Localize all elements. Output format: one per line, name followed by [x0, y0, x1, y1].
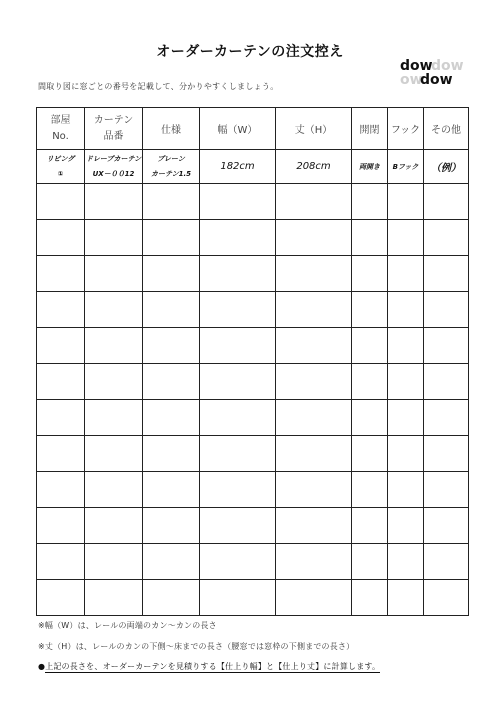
entry-row — [37, 220, 469, 256]
entry-cell — [143, 292, 200, 328]
entry-cell — [424, 544, 469, 580]
entry-cell — [388, 220, 424, 256]
entry-cell — [143, 328, 200, 364]
entry-cell — [276, 328, 352, 364]
entry-cell — [352, 436, 388, 472]
entry-cell — [276, 220, 352, 256]
entry-cell — [352, 184, 388, 220]
entry-cell — [276, 184, 352, 220]
header-open: 開閉 — [352, 108, 388, 150]
entry-cell — [200, 184, 276, 220]
entry-cell — [352, 292, 388, 328]
entry-cell — [37, 436, 85, 472]
entry-cell — [85, 508, 143, 544]
entry-cell — [143, 220, 200, 256]
entry-cell — [276, 508, 352, 544]
entry-cell — [200, 508, 276, 544]
entry-cell — [85, 400, 143, 436]
entry-cell — [276, 472, 352, 508]
entry-cell — [424, 328, 469, 364]
entry-cell — [424, 292, 469, 328]
entry-cell — [85, 580, 143, 616]
entry-cell — [200, 328, 276, 364]
entry-cell — [388, 292, 424, 328]
header-width: 幅（W） — [200, 108, 276, 150]
entry-row — [37, 472, 469, 508]
header-spec: 仕様 — [143, 108, 200, 150]
example-room: リビング ① — [37, 150, 85, 184]
entry-cell — [352, 328, 388, 364]
entry-cell — [276, 292, 352, 328]
example-height: 208cm — [276, 150, 352, 184]
entry-row — [37, 436, 469, 472]
entry-cell — [388, 544, 424, 580]
entry-cell — [37, 508, 85, 544]
note-calc — [38, 661, 380, 672]
entry-cell — [276, 256, 352, 292]
entry-cell — [388, 256, 424, 292]
entry-cell — [85, 472, 143, 508]
intro-text: 間取り図に窓ごとの番号を記載して、分かりやすくしましょう。 — [38, 82, 279, 91]
example-width: 182cm — [200, 150, 276, 184]
entry-cell — [85, 364, 143, 400]
header-hook: フック — [388, 108, 424, 150]
entry-cell — [352, 400, 388, 436]
entry-cell — [388, 364, 424, 400]
entry-cell — [143, 256, 200, 292]
entry-cell — [200, 544, 276, 580]
entry-cell — [352, 580, 388, 616]
entry-row — [37, 256, 469, 292]
entry-cell — [85, 544, 143, 580]
header-height: 丈（H） — [276, 108, 352, 150]
entry-cell — [143, 508, 200, 544]
entry-cell — [276, 364, 352, 400]
entry-cell — [37, 400, 85, 436]
entry-cell — [276, 436, 352, 472]
entry-cell — [200, 436, 276, 472]
note-calc-text: 上記の長さを、オーダーカーテンを見積りする【仕上り幅】と【仕上り丈】に計算します。 — [45, 662, 381, 671]
example-row — [37, 150, 469, 184]
entry-cell — [276, 580, 352, 616]
entry-cell — [424, 364, 469, 400]
page-title: オーダーカーテンの注文控え — [156, 44, 344, 60]
entry-cell — [424, 256, 469, 292]
entry-cell — [352, 220, 388, 256]
entry-cell — [276, 544, 352, 580]
bullet: ● — [38, 662, 46, 671]
entry-row — [37, 580, 469, 616]
entry-cell — [143, 436, 200, 472]
entry-cell — [424, 436, 469, 472]
entry-cell — [85, 184, 143, 220]
entry-cell — [37, 580, 85, 616]
entry-cell — [352, 508, 388, 544]
entry-cell — [143, 580, 200, 616]
entry-row — [37, 184, 469, 220]
example-hook: Bフック — [388, 150, 424, 184]
entry-cell — [85, 292, 143, 328]
entry-cell — [143, 544, 200, 580]
logo-line1: dow — [400, 58, 433, 74]
entry-cell — [388, 472, 424, 508]
entry-row — [37, 328, 469, 364]
entry-row — [37, 364, 469, 400]
entry-cell — [424, 400, 469, 436]
entry-cell — [276, 400, 352, 436]
entry-cell — [200, 256, 276, 292]
logo-line1-ghost: dow — [431, 58, 464, 74]
entry-cell — [37, 544, 85, 580]
note-height: ※丈（H）は、レールのカンの下側～床までの長さ（腰窓では窓枠の下側までの長さ） — [38, 642, 355, 651]
entry-cell — [388, 328, 424, 364]
header-row — [37, 108, 469, 150]
header-room: 部屋 No. — [37, 108, 85, 150]
entry-cell — [352, 472, 388, 508]
entry-cell — [424, 472, 469, 508]
note-width: ※幅（W）は、レールの両端のカン～カンの長さ — [38, 621, 217, 630]
example-other: （例） — [424, 150, 469, 184]
logo-line2: dow — [420, 72, 453, 88]
dowdow-logo — [398, 57, 464, 88]
entry-cell — [352, 256, 388, 292]
entry-cell — [388, 184, 424, 220]
entry-cell — [388, 508, 424, 544]
entry-cell — [37, 184, 85, 220]
entry-cell — [143, 184, 200, 220]
entry-cell — [37, 328, 85, 364]
entry-cell — [424, 580, 469, 616]
entry-cell — [388, 400, 424, 436]
order-table — [36, 107, 469, 616]
entry-cell — [37, 220, 85, 256]
logo-line2-ghost: ow — [400, 72, 423, 88]
entry-cell — [143, 472, 200, 508]
entry-cell — [200, 220, 276, 256]
entry-row — [37, 292, 469, 328]
header-other: その他 — [424, 108, 469, 150]
entry-cell — [388, 580, 424, 616]
entry-cell — [200, 364, 276, 400]
entry-cell — [388, 436, 424, 472]
entry-cell — [424, 508, 469, 544]
entry-cell — [143, 400, 200, 436]
entry-cell — [37, 292, 85, 328]
entry-row — [37, 544, 469, 580]
example-open: 両開き — [352, 150, 388, 184]
entry-row — [37, 508, 469, 544]
entry-cell — [424, 184, 469, 220]
entry-cell — [85, 220, 143, 256]
entry-cell — [37, 364, 85, 400]
entry-cell — [424, 220, 469, 256]
example-product: ドレープカーテン UX－００12 — [85, 150, 143, 184]
entry-cell — [200, 292, 276, 328]
entry-cell — [37, 472, 85, 508]
entry-cell — [200, 400, 276, 436]
entry-cell — [352, 364, 388, 400]
entry-cell — [85, 436, 143, 472]
entry-cell — [352, 544, 388, 580]
entry-cell — [85, 256, 143, 292]
entry-cell — [200, 472, 276, 508]
example-spec: プレーン カーテン1.5 — [143, 150, 200, 184]
entry-cell — [37, 256, 85, 292]
entry-cell — [200, 580, 276, 616]
header-product: カーテン 品番 — [85, 108, 143, 150]
entry-cell — [85, 328, 143, 364]
entry-row — [37, 400, 469, 436]
entry-cell — [143, 364, 200, 400]
